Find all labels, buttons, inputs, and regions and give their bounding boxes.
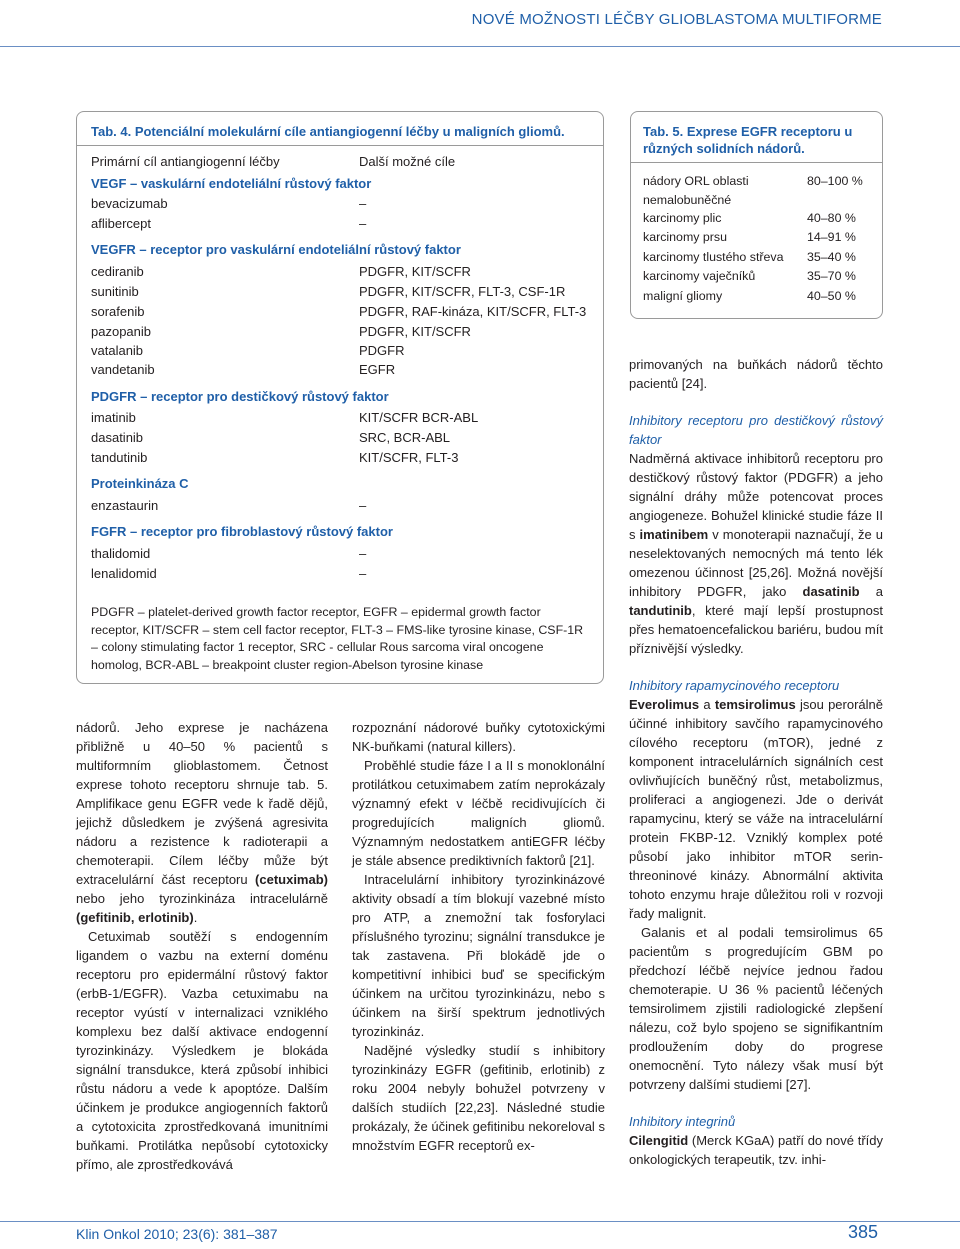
paragraph: Proběhlé studie fáze I a II s monoklonální protilátkou cetuximabem zatím neprokázaly významný efekt v léčbě recidivujících či progredujících maligních gliomů. Významným nedostatkem antiEGFR léčby je stále absence prediktivních faktorů [21]. bbox=[352, 758, 605, 868]
paragraph: primovaných na buňkách nádorů těchto pacientů [24]. bbox=[629, 357, 883, 391]
group-heading: Proteinkináza C bbox=[91, 476, 189, 491]
paragraph: Cetuximab soutěží s endogenním ligandem o vazbu na externí doménu receptoru pro epidermální růstový faktor (erbB-1/EGFR). Vazba cetuximabu na receptor vyústí v internalizaci vzniklého komplexu bez další aktivace endogenní tyrozinkinázy. Výsledkem je blokáda signální transdukce, která způsobí inhibici růstu nádoru a vede k apoptóze. Dalším účinkem je produkce angiogenních faktorů a cytotoxicita zprostředkovaná imunitními buňkami. Protilátka nepůsobí cytotoxicky přímo, ale zprostředkovává bbox=[76, 929, 328, 1172]
paragraph: Everolimus a temsirolimus jsou perorálně účinné inhibitory savčího rapamycinového cílového receptoru (mTOR), jedné z komponent intracelulárních signálních cest ovlivňujících buněčný růst, metabolizmus, proliferaci a angiogenezi. Jde o derivát rapamycinu, který se váže na intracelulární protein FKBP-12. Vzniklý komplex poté působí jako inhibitor mTOR serin-threoninové kinázy. Abnormální aktivita tohoto enzymu hraje důležitou roli v rozvoji řady malignit. bbox=[629, 697, 883, 921]
group-heading: FGFR – receptor pro fibroblastový růstový faktor bbox=[91, 524, 393, 539]
paragraph: Nadějné výsledky studií s inhibitory tyrozinkinázy EGFR (gefitinib, erlotinib) z roku 2004 nebyly bohužel potvrzeny v dalších studiích [22,23]. Následné studie prokázaly, že účinek gefitinibu nekoreloval s množstvím EGFR receptorů ex- bbox=[352, 1043, 605, 1153]
table-4-title: Tab. 4. Potenciální molekulární cíle antiangiogenní léčby u maligních gliomů. bbox=[91, 124, 565, 139]
page-number: 385 bbox=[848, 1222, 879, 1242]
table-row: dasatinib SRC, BCR-ABL bbox=[91, 430, 451, 445]
table-row: imatinib KIT/SCFR BCR-ABL bbox=[91, 410, 479, 425]
table-row: nemalobuněčné bbox=[643, 193, 732, 207]
table-5-rule bbox=[631, 162, 882, 163]
table-row: sorafenib PDGFR, RAF-kináza, KIT/SCFR, FLT-3 bbox=[91, 304, 587, 319]
journal-citation: Klin Onkol 2010; 23(6): 381–387 bbox=[76, 1226, 278, 1242]
table-row: sunitinib PDGFR, KIT/SCFR, FLT-3, CSF-1R bbox=[91, 284, 566, 299]
table-4-column-headers bbox=[91, 154, 455, 170]
section-heading: Inhibitory receptoru pro destičkový růstový faktor bbox=[629, 413, 883, 447]
table-row: vandetanib EGFR bbox=[91, 362, 396, 377]
table-5 bbox=[630, 111, 883, 319]
table-row: vatalanib PDGFR bbox=[91, 343, 405, 358]
table-row: karcinomy plic 40–80 % bbox=[643, 211, 856, 225]
body-column-3 bbox=[629, 355, 883, 1169]
table-row: pazopanib PDGFR, KIT/SCFR bbox=[91, 324, 471, 339]
table-row: lenalidomid – bbox=[91, 566, 367, 581]
running-title: NOVÉ MOŽNOSTI LÉČBY GLIOBLASTOMA MULTIFORME bbox=[471, 11, 882, 28]
paragraph: Galanis et al podali temsirolimus 65 pacientům s progredujícím GBM po předchozí léčbě nejvíce jednou řadou chemoterapie. U 36 % pacientů léčených temsirolimem zjistili radiologické zlepšení nálezu, což bylo spojeno se signifikantním prodloužením doby do progrese onemocnění. Tyto nálezy však musí být potvrzeny dalšími studiemi [27]. bbox=[629, 925, 883, 1092]
section-heading: Inhibitory rapamycinového receptoru bbox=[629, 678, 840, 693]
table-row: tandutinib KIT/SCFR, FLT-3 bbox=[91, 450, 459, 465]
table-row: karcinomy prsu 14–91 % bbox=[643, 230, 856, 244]
table-4-rule bbox=[77, 145, 603, 146]
paragraph: rozpoznání nádorové buňky cytotoxickými NK-buňkami (natural killers). bbox=[352, 720, 605, 754]
col-other-header: Další možné cíle bbox=[359, 154, 456, 169]
table-5-title: Tab. 5. Exprese EGFR receptoru u různých solidních nádorů. bbox=[643, 124, 853, 156]
header-rule bbox=[0, 46, 960, 47]
table-row: karcinomy vaječníků 35–70 % bbox=[643, 269, 856, 283]
col-primary-header: Primární cíl antiangiogenní léčby bbox=[91, 154, 280, 169]
table-row: enzastaurin – bbox=[91, 498, 367, 513]
table-4-footnote: PDGFR – platelet-derived growth factor receptor, EGFR – epidermal growth factor receptor, KIT/SCFR – stem cell factor receptor, FLT-3 – FMS-like tyrosine kinase, CSF-1R – colony stimulating factor 1 receptor, SRC - cellular Rous sarcoma viral oncogene homolog, BCR-ABL – breakpoint cluster region-Abelson tyrosine kinase bbox=[91, 605, 584, 672]
paragraph: Intracelulární inhibitory tyrozinkinázové aktivity obsadí a tím blokují vazebné místo pro ATP, a znemožní tak fosforylaci příslušného tyrozinu; signální transdukce je tak zastavena. Při blokádě jde o kompetitivní inhibici buď se specifickým účinkem na určitou tyrozinkinázu, nebo s účinkem na širší spektrum jednotlivých tyrozinkináz. bbox=[352, 872, 605, 1039]
body-column-2 bbox=[352, 718, 605, 1155]
group-heading: VEGFR – receptor pro vaskulární endoteliální růstový faktor bbox=[91, 242, 461, 257]
group-heading: VEGF – vaskulární endoteliální růstový faktor bbox=[91, 176, 372, 191]
group-heading: PDGFR – receptor pro destičkový růstový faktor bbox=[91, 389, 389, 404]
table-row: nádory ORL oblasti 80–100 % bbox=[643, 174, 863, 188]
paragraph: Nadměrná aktivace inhibitorů receptoru pro destičkový růstový faktor (PDGFR) a jeho signální dráhy může potencovat proces angiogeneze. Bohužel klinické studie fáze II s imatinibem v monoterapii naznačují, že u neselektovaných nemocných má tento lék omezenou účinnost [25,26]. Možná novější inhibitory PDGFR, jako dasatinib a tandutinib, které mají lepší prostupnost přes hematoencefalickou bariéru, budou mít příznivější výsledky. bbox=[629, 451, 883, 656]
table-row: cediranib PDGFR, KIT/SCFR bbox=[91, 264, 471, 279]
table-row: maligní gliomy 40–50 % bbox=[643, 289, 856, 303]
table-4 bbox=[76, 111, 604, 684]
table-row: aflibercept – bbox=[91, 216, 367, 231]
footer-rule bbox=[0, 1221, 960, 1222]
table-row: karcinomy tlustého střeva 35–40 % bbox=[643, 250, 856, 264]
section-heading: Inhibitory integrinů bbox=[629, 1114, 736, 1129]
table-row: thalidomid – bbox=[91, 546, 367, 561]
table-row: bevacizumab – bbox=[91, 196, 367, 211]
paragraph: nádorů. Jeho exprese je nacházena přibližně u 40–50 % pacientů s multiformním glioblastomem. Četnost exprese tohoto receptoru shrnuje tab. 5. Amplifikace genu EGFR vede k řadě dějů, jejichž důsledkem je zvýšená agresivita nádoru a rezistence k radioterapii a chemoterapii. Cílem léčby může být extracelulární část receptoru (cetuximab) nebo jeho tyrozinkináza intracelulárně (gefitinib, erlotinib). bbox=[76, 720, 328, 925]
body-column-1 bbox=[76, 718, 328, 1174]
running-header bbox=[0, 0, 960, 50]
paragraph: Cilengitid (Merck KGaA) patří do nové třídy onkologických terapeutik, tzv. inhi- bbox=[629, 1133, 883, 1167]
